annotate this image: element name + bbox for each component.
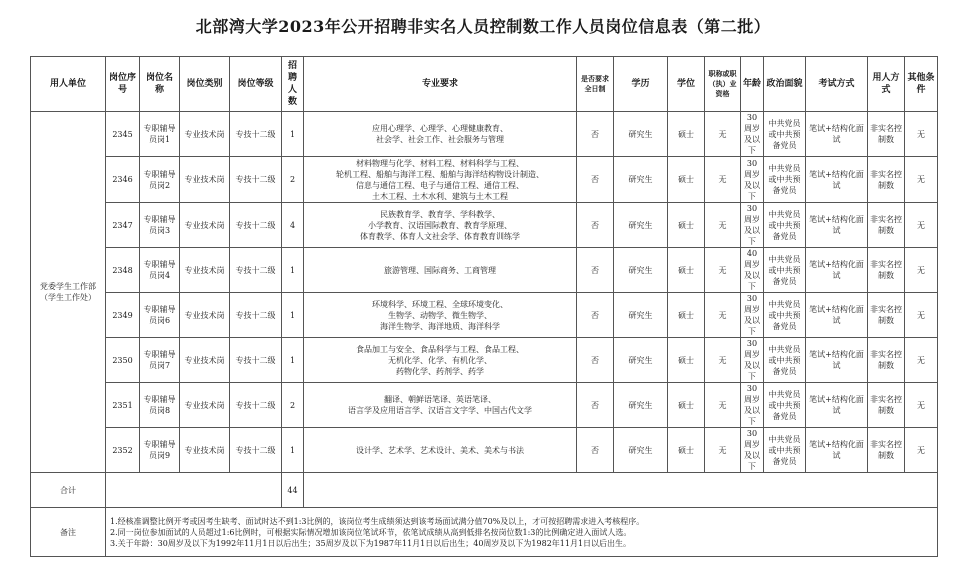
major-line: 体育教学、体育人文社会学、体育教育训练学 bbox=[360, 231, 520, 241]
header-position-type: 岗位类别 bbox=[180, 57, 230, 112]
major-line: 小学教育、汉语国际教育、教育学原理、 bbox=[368, 220, 512, 230]
major-requirements bbox=[304, 203, 577, 248]
notes-label: 备注 bbox=[31, 508, 106, 557]
unit-cell: 党委学生工作部（学生工作处） bbox=[31, 112, 106, 473]
education: 研究生 bbox=[614, 112, 668, 157]
header-degree: 学位 bbox=[668, 57, 705, 112]
other: 无 bbox=[905, 203, 938, 248]
degree: 硕士 bbox=[668, 428, 705, 473]
quota: 1 bbox=[282, 428, 304, 473]
position-type: 专业技术岗 bbox=[180, 112, 230, 157]
quota: 1 bbox=[282, 293, 304, 338]
fulltime: 否 bbox=[577, 338, 614, 383]
header-education: 学历 bbox=[614, 57, 668, 112]
exam-method: 笔试+结构化面试 bbox=[806, 203, 868, 248]
politics: 中共党员或中共预备党员 bbox=[764, 157, 806, 203]
age: 30周岁及以下 bbox=[741, 112, 764, 157]
fulltime: 否 bbox=[577, 157, 614, 203]
age: 30周岁及以下 bbox=[741, 383, 764, 428]
position-type: 专业技术岗 bbox=[180, 203, 230, 248]
exam-method: 笔试+结构化面试 bbox=[806, 112, 868, 157]
major-line: 翻译、朝鲜语笔译、英语笔译、 bbox=[384, 395, 496, 404]
title-req: 无 bbox=[705, 203, 741, 248]
politics: 中共党员或中共预备党员 bbox=[764, 383, 806, 428]
position-type: 专业技术岗 bbox=[180, 293, 230, 338]
politics: 中共党员或中共预备党员 bbox=[764, 293, 806, 338]
position-code: 2348 bbox=[106, 248, 140, 293]
exam-method: 笔试+结构化面试 bbox=[806, 248, 868, 293]
major-requirements bbox=[304, 112, 577, 157]
age: 30周岁及以下 bbox=[741, 157, 764, 203]
exam-method: 笔试+结构化面试 bbox=[806, 293, 868, 338]
education: 研究生 bbox=[614, 338, 668, 383]
total-label: 合计 bbox=[31, 473, 106, 508]
major-line: 材料物理与化学、材料工程、材料科学与工程、 bbox=[356, 158, 524, 168]
position-code: 2345 bbox=[106, 112, 140, 157]
degree: 硕士 bbox=[668, 112, 705, 157]
title-req: 无 bbox=[705, 428, 741, 473]
major-line: 生物学、动物学、微生物学、 bbox=[388, 310, 492, 320]
other: 无 bbox=[905, 112, 938, 157]
age: 30周岁及以下 bbox=[741, 338, 764, 383]
note-line: 1.经核准调整比例开考或因考生缺考、面试时达不到1:3比例的，该岗位考生成绩须达到该考场面试满分值70%及以上，才可按招聘需求进入考核程序。 bbox=[110, 516, 645, 526]
position-type: 专业技术岗 bbox=[180, 383, 230, 428]
header-fulltime: 是否要求全日制 bbox=[577, 57, 614, 112]
degree: 硕士 bbox=[668, 157, 705, 203]
major-requirements bbox=[304, 293, 577, 338]
note-line: 3.关于年龄：30周岁及以下为1992年11月1日以后出生；35周岁及以下为1987年11月1日以后出生；40周岁及以下为1982年11月1日以后出生。 bbox=[110, 538, 632, 548]
exam-method: 笔试+结构化面试 bbox=[806, 428, 868, 473]
education: 研究生 bbox=[614, 428, 668, 473]
employ-method: 非实名控制数 bbox=[868, 293, 905, 338]
other: 无 bbox=[905, 383, 938, 428]
major-line: 信息与通信工程、电子与通信工程、通信工程、 bbox=[356, 180, 524, 190]
major-line: 语言学及应用语言学、汉语言文字学、中国古代文学 bbox=[348, 406, 532, 415]
quota: 1 bbox=[282, 112, 304, 157]
major-line: 药物化学、药剂学、药学 bbox=[396, 366, 484, 376]
note-line: 2.同一岗位参加面试的人员超过1:6比例时，可根据实际情况增加该岗位笔试环节，依笔试成绩从高到低排名按岗位数1:3的比例确定进入面试人选。 bbox=[110, 527, 632, 537]
title-req: 无 bbox=[705, 383, 741, 428]
fulltime: 否 bbox=[577, 112, 614, 157]
table-row bbox=[31, 428, 938, 473]
degree: 硕士 bbox=[668, 338, 705, 383]
major-line: 无机化学、化学、有机化学、 bbox=[388, 355, 492, 365]
other: 无 bbox=[905, 338, 938, 383]
employ-method: 非实名控制数 bbox=[868, 203, 905, 248]
quota: 4 bbox=[282, 203, 304, 248]
major-line: 食品加工与安全、食品科学与工程、食品工程、 bbox=[356, 344, 524, 354]
header-row bbox=[31, 57, 938, 112]
header-age: 年龄 bbox=[741, 57, 764, 112]
position-level: 专技十二级 bbox=[230, 203, 282, 248]
table-row bbox=[31, 157, 938, 203]
fulltime: 否 bbox=[577, 428, 614, 473]
fulltime: 否 bbox=[577, 293, 614, 338]
employ-method: 非实名控制数 bbox=[868, 157, 905, 203]
position-code: 2347 bbox=[106, 203, 140, 248]
other: 无 bbox=[905, 428, 938, 473]
major-line: 环境科学、环境工程、全球环境变化、 bbox=[372, 299, 508, 309]
major-requirements bbox=[304, 338, 577, 383]
notes-row bbox=[31, 508, 938, 557]
politics: 中共党员或中共预备党员 bbox=[764, 248, 806, 293]
position-code: 2351 bbox=[106, 383, 140, 428]
position-level: 专技十二级 bbox=[230, 157, 282, 203]
position-type: 专业技术岗 bbox=[180, 157, 230, 203]
fulltime: 否 bbox=[577, 203, 614, 248]
header-position-code: 岗位序号 bbox=[106, 57, 140, 112]
quota: 1 bbox=[282, 248, 304, 293]
header-title-req: 职称或职（执）业资格 bbox=[705, 57, 741, 112]
exam-method: 笔试+结构化面试 bbox=[806, 383, 868, 428]
other: 无 bbox=[905, 248, 938, 293]
page-title: 北部湾大学2023年公开招聘非实名人员控制数工作人员岗位信息表（第二批） bbox=[195, 17, 771, 36]
major-line: 轮机工程、船舶与海洋工程、船舶与海洋结构物设计制造、 bbox=[336, 169, 544, 179]
education: 研究生 bbox=[614, 203, 668, 248]
age: 30周岁及以下 bbox=[741, 293, 764, 338]
header-employ-method: 用人方式 bbox=[868, 57, 905, 112]
fulltime: 否 bbox=[577, 383, 614, 428]
position-code: 2352 bbox=[106, 428, 140, 473]
age: 40周岁及以下 bbox=[741, 248, 764, 293]
degree: 硕士 bbox=[668, 383, 705, 428]
position-name: 专职辅导员岗4 bbox=[140, 248, 180, 293]
table-row bbox=[31, 112, 938, 157]
header-politics: 政治面貌 bbox=[764, 57, 806, 112]
major-line: 土木工程、土木水利、建筑与土木工程 bbox=[372, 191, 508, 201]
education: 研究生 bbox=[614, 157, 668, 203]
header-position-name: 岗位名称 bbox=[140, 57, 180, 112]
employ-method: 非实名控制数 bbox=[868, 383, 905, 428]
politics: 中共党员或中共预备党员 bbox=[764, 338, 806, 383]
position-code: 2350 bbox=[106, 338, 140, 383]
header-major: 专业要求 bbox=[304, 57, 577, 112]
position-level: 专技十二级 bbox=[230, 428, 282, 473]
position-name: 专职辅导员岗6 bbox=[140, 293, 180, 338]
quota: 2 bbox=[282, 157, 304, 203]
table-row bbox=[31, 248, 938, 293]
education: 研究生 bbox=[614, 248, 668, 293]
employ-method: 非实名控制数 bbox=[868, 338, 905, 383]
position-table bbox=[30, 56, 938, 557]
position-level: 专技十二级 bbox=[230, 248, 282, 293]
degree: 硕士 bbox=[668, 248, 705, 293]
major-line: 旅游管理、国际商务、工商管理 bbox=[384, 265, 496, 275]
position-name: 专职辅导员岗3 bbox=[140, 203, 180, 248]
header-other: 其他条件 bbox=[905, 57, 938, 112]
position-name: 专职辅导员岗8 bbox=[140, 383, 180, 428]
total-spacer bbox=[106, 473, 282, 508]
table-row bbox=[31, 383, 938, 428]
position-type: 专业技术岗 bbox=[180, 338, 230, 383]
fulltime: 否 bbox=[577, 248, 614, 293]
major-line: 社会学、社会工作、社会服务与管理 bbox=[376, 135, 504, 144]
position-level: 专技十二级 bbox=[230, 112, 282, 157]
notes-body bbox=[106, 508, 938, 557]
position-name: 专职辅导员岗2 bbox=[140, 157, 180, 203]
major-line: 应用心理学、心理学、心理健康教育、 bbox=[372, 124, 508, 133]
position-level: 专技十二级 bbox=[230, 293, 282, 338]
position-name: 专职辅导员岗7 bbox=[140, 338, 180, 383]
politics: 中共党员或中共预备党员 bbox=[764, 112, 806, 157]
header-unit: 用人单位 bbox=[31, 57, 106, 112]
position-type: 专业技术岗 bbox=[180, 248, 230, 293]
exam-method: 笔试+结构化面试 bbox=[806, 157, 868, 203]
header-quota: 招聘人数 bbox=[282, 57, 304, 112]
table-row bbox=[31, 338, 938, 383]
age: 30周岁及以下 bbox=[741, 428, 764, 473]
position-name: 专职辅导员岗1 bbox=[140, 112, 180, 157]
education: 研究生 bbox=[614, 293, 668, 338]
table-row bbox=[31, 203, 938, 248]
position-level: 专技十二级 bbox=[230, 338, 282, 383]
employ-method: 非实名控制数 bbox=[868, 428, 905, 473]
employ-method: 非实名控制数 bbox=[868, 248, 905, 293]
position-level: 专技十二级 bbox=[230, 383, 282, 428]
position-type: 专业技术岗 bbox=[180, 428, 230, 473]
title-req: 无 bbox=[705, 112, 741, 157]
major-line: 海洋生物学、海洋地质、海洋科学 bbox=[380, 321, 500, 331]
politics: 中共党员或中共预备党员 bbox=[764, 203, 806, 248]
title-req: 无 bbox=[705, 338, 741, 383]
title-req: 无 bbox=[705, 157, 741, 203]
other: 无 bbox=[905, 293, 938, 338]
position-code: 2349 bbox=[106, 293, 140, 338]
major-line: 民族教育学、教育学、学科教学、 bbox=[380, 209, 500, 219]
position-code: 2346 bbox=[106, 157, 140, 203]
header-exam-method: 考试方式 bbox=[806, 57, 868, 112]
title-req: 无 bbox=[705, 248, 741, 293]
total-spacer-right bbox=[304, 473, 938, 508]
table-row bbox=[31, 293, 938, 338]
total-row bbox=[31, 473, 938, 508]
major-requirements bbox=[304, 157, 577, 203]
education: 研究生 bbox=[614, 383, 668, 428]
quota: 1 bbox=[282, 338, 304, 383]
major-requirements bbox=[304, 248, 577, 293]
total-value: 44 bbox=[282, 473, 304, 508]
header-position-level: 岗位等级 bbox=[230, 57, 282, 112]
other: 无 bbox=[905, 157, 938, 203]
major-requirements bbox=[304, 383, 577, 428]
quota: 2 bbox=[282, 383, 304, 428]
title-req: 无 bbox=[705, 293, 741, 338]
position-name: 专职辅导员岗9 bbox=[140, 428, 180, 473]
major-requirements bbox=[304, 428, 577, 473]
degree: 硕士 bbox=[668, 293, 705, 338]
age: 30周岁及以下 bbox=[741, 203, 764, 248]
degree: 硕士 bbox=[668, 203, 705, 248]
major-line: 设计学、艺术学、艺术设计、美术、美术与书法 bbox=[356, 445, 524, 455]
politics: 中共党员或中共预备党员 bbox=[764, 428, 806, 473]
exam-method: 笔试+结构化面试 bbox=[806, 338, 868, 383]
employ-method: 非实名控制数 bbox=[868, 112, 905, 157]
